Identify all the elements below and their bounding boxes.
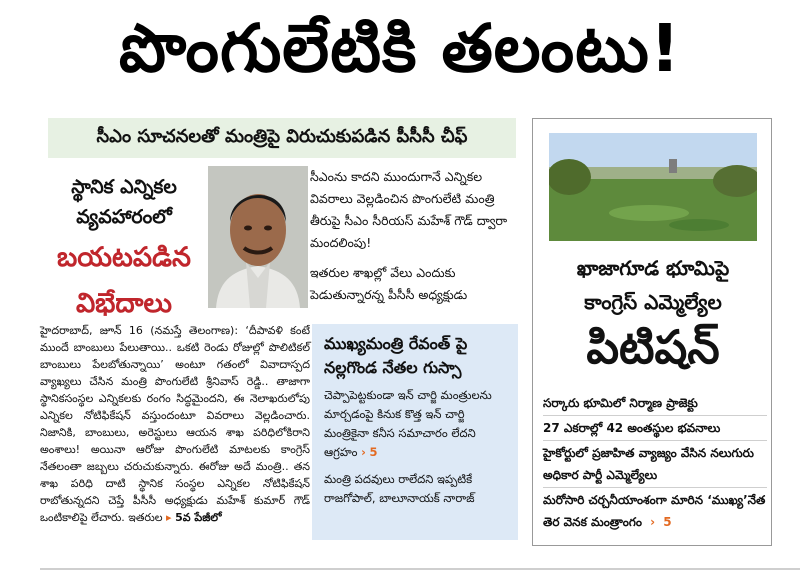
kicker-block <box>40 172 208 324</box>
summary-para-2: ఇతరుల శాఖల్లో వేలు ఎందుకు పెడుతున్నారన్న పీసీసీ అధ్యక్షుడు <box>310 265 468 302</box>
summary-para-1: సీఎంను కాదని ముందుగానే ఎన్నికల వివరాలు వెల్లడించిన పొంగులేటి మంత్రి తీరుపై సీఎం సీరియస్ మహేశ్ గౌడ్ ద్వారా మందలింపు! <box>310 169 508 250</box>
kicker-line-2: వ్యవహారంలో <box>76 206 172 228</box>
article-body <box>40 322 310 526</box>
page-ref-1[interactable]: 5 <box>369 445 378 459</box>
card-title-1: ఖాజాగూడ భూమిపై <box>576 256 730 280</box>
card-point-1: సర్కారు భూమిలో నిర్మాణ ప్రాజెక్టు <box>543 391 767 416</box>
kicker-line-4: విభేదాలు <box>75 288 172 319</box>
card-big-word: పిటిషన్ <box>586 320 720 374</box>
card-ref-arrow-icon: › <box>650 515 656 529</box>
article-text: హైదరాబాద్, జూన్ 16 (నమస్తే తెలంగాణ): ‘దీపావళి కంటే ముందే బాంబులు పేలుతాయి.. ఒకటి రెండు రోజుల్లో పొలిటికల్ బాంబులు పేలబోతున్నాయి’ అంటూ గతంలో వివాదాస్పద వ్యాఖ్యలు చేసిన మంత్రి పొంగులేటి శ్రీనివాస్ రెడ్డి.. తాజాగా స్థానికసంస్థల ఎన్నికలకు రంగం సిద్ధమైందని, ఈ నెలాఖరులోపు ఎన్నికల నోటిఫికేషన్ వస్తుందంటూ వివరాలు వెల్లడించారు. నిజానికి, బాంబులు, అరెస్టులు ఆయన శాఖ పరిధిలోకిరాని అంశాలు! అయినా ఆరోజు పొంగులేటి మాటలకు కాంగ్రెస్ నేతలంతా జబ్బలు చరుచుకున్నారు. ఈరోజు అదే మంత్రి.. తన శాఖ పరిధి దాటి స్థానిక సంస్థల ఎన్నికల నోటిఫికేషన్ రాబోతున్నదని చెప్తే పీసీసీ అధ్యక్షుడు మహేశ్ కుమార్ గౌడ్ ఒంటికాలిపై లేచారు. ఇతరుల <box>40 324 310 524</box>
continue-arrow-icon: ▸ <box>166 511 172 524</box>
summary-column <box>310 166 518 314</box>
card-point-3: హైకోర్టులో ప్రజాహిత వ్యాజ్యం వేసిన నలుగురు అధికార పార్టీ ఎమ్మెల్యేలు <box>543 441 767 488</box>
kicker-line-1: స్థానిక ఎన్నికల <box>71 176 177 198</box>
portrait-photo <box>208 166 308 308</box>
land-photo <box>549 133 757 241</box>
strapline: సీఎం సూచనలతో మంత్రిపై విరుచుకుపడిన పీసీసీ చీఫ్ <box>48 118 516 158</box>
sidebar-text-1: చెప్పాపెట్టకుండా ఇన్ చార్జి మంత్రులను మార్చడంపై కినుక కొత్త ఇన్ చార్జి మంత్రికైనా కనీస సమాచారం లేదని ఆగ్రహం <box>324 388 492 459</box>
sidebar-point-2: మంత్రి పదవులు రాలేదని ఇప్పటికే రాజగోపాల్, బాలూనాయక్ నారాజ్ <box>324 472 475 505</box>
sidebar-heading: ముఖ్యమంత్రి రేవంత్ పై నల్లగొండ నేతల గుస్సా <box>324 334 468 377</box>
card-point-2: 27 ఎకరాల్లో 42 అంతస్థుల భవనాలు <box>543 416 767 441</box>
card-point-4 <box>543 488 767 534</box>
card-title-2: కాంగ్రెస్ ఎమ్మెల్యేల <box>584 290 722 314</box>
page-ref-arrow-icon: › <box>361 445 366 459</box>
story-card <box>532 118 772 546</box>
landscape-icon <box>549 133 757 241</box>
kicker-line-3: బయటపడిన <box>57 242 191 273</box>
card-points <box>543 391 767 534</box>
portrait-icon <box>208 166 308 308</box>
continued-on-page[interactable]: 5వ పేజీలో <box>175 511 222 524</box>
bottom-rule <box>40 568 800 570</box>
sidebar-point-1 <box>312 386 518 462</box>
sidebar-box <box>312 324 518 540</box>
headline: పొంగులేటికి తలంటు! <box>119 9 681 87</box>
card-point-4-text: మరోసారి చర్చనీయాంశంగా మారిన ‘ముఖ్య’నేత తెర వెనక మంత్రాంగం <box>543 493 766 529</box>
card-page-ref[interactable]: 5 <box>663 515 672 529</box>
